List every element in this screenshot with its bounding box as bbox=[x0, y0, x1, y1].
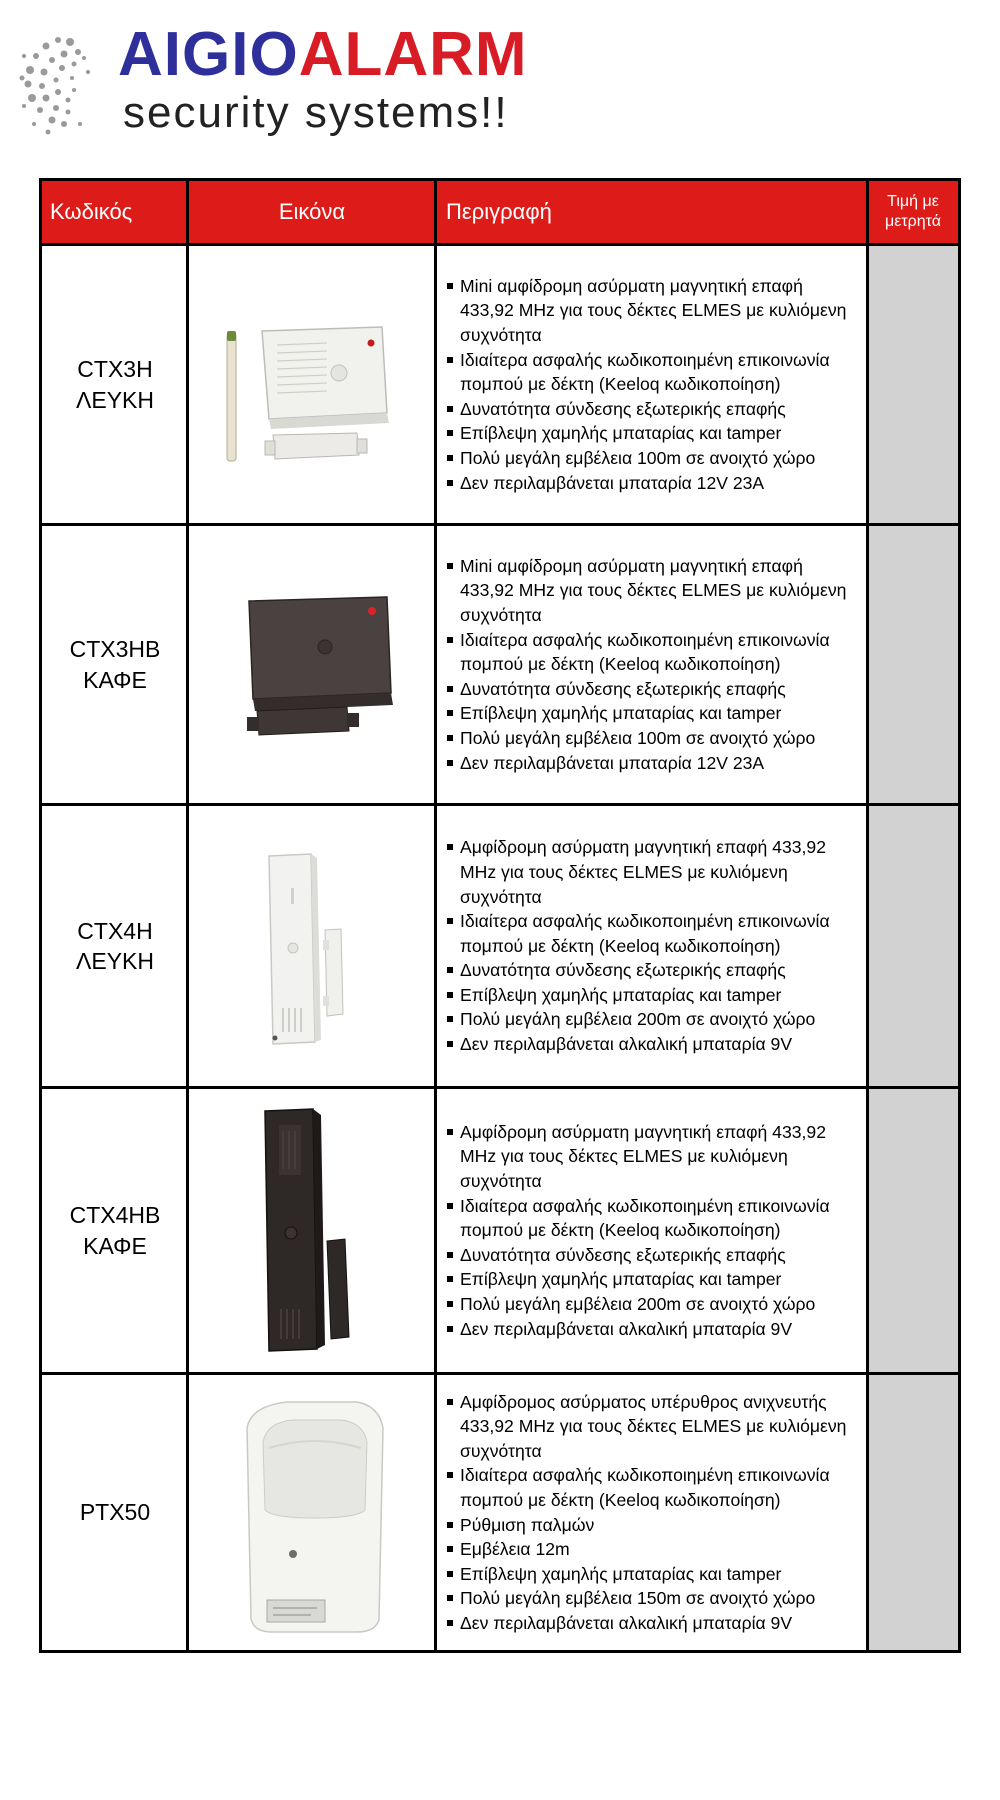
brand-name-part1: AIGIO bbox=[118, 20, 299, 89]
product-price bbox=[868, 1375, 958, 1650]
product-code bbox=[42, 246, 188, 523]
feature-item: Αμφίδρομη ασύρματη μαγνητική επαφή 433,92 MHz για τους δέκτες ELMES με κυλιόμενη συχνότητα bbox=[446, 835, 860, 909]
brand-name bbox=[118, 20, 528, 89]
product-price bbox=[868, 806, 958, 1086]
feature-item: Πολύ μεγάλη εμβέλεια 100m σε ανοιχτό χώρο bbox=[446, 726, 860, 751]
feature-item: Δεν περιλαμβάνεται αλκαλική μπαταρία 9V bbox=[446, 1317, 860, 1342]
feature-item: Πολύ μεγάλη εμβέλεια 200m σε ανοιχτό χώρο bbox=[446, 1292, 860, 1317]
product-code bbox=[42, 806, 188, 1086]
feature-item: Ιδιαίτερα ασφαλής κωδικοποιημένη επικοινωνία πομπού με δέκτη (Keeloq κωδικοποίηση) bbox=[446, 909, 860, 958]
feature-item: Πολύ μεγάλη εμβέλεια 150m σε ανοιχτό χώρο bbox=[446, 1586, 860, 1611]
product-description bbox=[436, 806, 868, 1086]
feature-item: Δεν περιλαμβάνεται μπαταρία 12V 23A bbox=[446, 471, 860, 496]
product-code-color: ΚΑΦΕ bbox=[83, 666, 147, 693]
product-code-color: ΚΑΦΕ bbox=[83, 1232, 147, 1259]
product-description bbox=[436, 526, 868, 803]
product-table bbox=[39, 178, 961, 1653]
column-divider bbox=[186, 181, 189, 1650]
feature-item: Δεν περιλαμβάνεται αλκαλική μπαταρία 9V bbox=[446, 1032, 860, 1057]
feature-item: Πολύ μεγάλη εμβέλεια 200m σε ανοιχτό χώρο bbox=[446, 1007, 860, 1032]
product-description bbox=[436, 1089, 868, 1372]
table-row bbox=[42, 803, 958, 1086]
feature-item: Ιδιαίτερα ασφαλής κωδικοποιημένη επικοινωνία πομπού με δέκτη (Keeloq κωδικοποίηση) bbox=[446, 1194, 860, 1243]
table-header-row bbox=[42, 181, 958, 243]
feature-item: Ιδιαίτερα ασφαλής κωδικοποιημένη επικοινωνία πομπού με δέκτη (Keeloq κωδικοποίηση) bbox=[446, 348, 860, 397]
product-price bbox=[868, 246, 958, 523]
header-image: Εικόνα bbox=[278, 199, 346, 224]
header-description: Περιγραφή bbox=[446, 199, 552, 224]
feature-item: Αμφίδρομος ασύρματος υπέρυθρος ανιχνευτής 433,92 MHz για τους δέκτες ELMES με κυλιόμενη συχνότητα bbox=[446, 1390, 860, 1464]
logo-burst-icon bbox=[18, 28, 118, 138]
product-code-model: CTX4HB bbox=[69, 1202, 161, 1229]
product-code-model: CTX3HB bbox=[69, 636, 161, 663]
product-image bbox=[188, 1089, 436, 1372]
feature-item: Δυνατότητα σύνδεσης εξωτερικής επαφής bbox=[446, 677, 860, 702]
product-code-color: ΛΕΥΚΗ bbox=[76, 948, 154, 974]
product-code-model: CTX3H bbox=[77, 356, 153, 383]
feature-item: Ρύθμιση παλμών bbox=[446, 1513, 860, 1538]
feature-list bbox=[446, 1390, 860, 1636]
feature-item: Επίβλεψη χαμηλής μπαταρίας και tamper bbox=[446, 983, 860, 1008]
feature-item: Δυνατότητα σύνδεσης εξωτερικής επαφής bbox=[446, 1243, 860, 1268]
feature-item: Δεν περιλαμβάνεται μπαταρία 12V 23A bbox=[446, 751, 860, 776]
feature-list bbox=[446, 835, 860, 1056]
brown-slim-magnetic-contact-icon bbox=[207, 1101, 417, 1361]
white-mini-magnetic-contact-icon bbox=[207, 295, 417, 475]
feature-item: Δυνατότητα σύνδεσης εξωτερικής επαφής bbox=[446, 958, 860, 983]
product-code-model: CTX4H bbox=[77, 917, 153, 944]
table-row bbox=[42, 1086, 958, 1372]
product-image bbox=[188, 1375, 436, 1650]
table-row bbox=[42, 243, 958, 523]
feature-item: Αμφίδρομη ασύρματη μαγνητική επαφή 433,92 MHz για τους δέκτες ELMES με κυλιόμενη συχνότητα bbox=[446, 1120, 860, 1194]
feature-item: Επίβλεψη χαμηλής μπαταρίας και tamper bbox=[446, 1562, 860, 1587]
table-row bbox=[42, 523, 958, 803]
product-code-model: PTX50 bbox=[79, 1499, 151, 1526]
product-description bbox=[436, 246, 868, 523]
product-code bbox=[42, 526, 188, 803]
product-price bbox=[868, 1089, 958, 1372]
header-price: Τιμή με μετρητά bbox=[884, 193, 941, 230]
feature-item: Mini αμφίδρομη ασύρματη μαγνητική επαφή 433,92 MHz για τους δέκτες ELMES με κυλιόμενη συχνότητα bbox=[446, 554, 860, 628]
white-pir-motion-detector-icon bbox=[207, 1388, 417, 1638]
feature-item: Επίβλεψη χαμηλής μπαταρίας και tamper bbox=[446, 701, 860, 726]
product-image bbox=[188, 806, 436, 1086]
feature-item: Επίβλεψη χαμηλής μπαταρίας και tamper bbox=[446, 421, 860, 446]
feature-item: Πολύ μεγάλη εμβέλεια 100m σε ανοιχτό χώρο bbox=[446, 446, 860, 471]
table-row bbox=[42, 1372, 958, 1650]
feature-item: Ιδιαίτερα ασφαλής κωδικοποιημένη επικοινωνία πομπού με δέκτη (Keeloq κωδικοποίηση) bbox=[446, 628, 860, 677]
feature-item: Δυνατότητα σύνδεσης εξωτερικής επαφής bbox=[446, 397, 860, 422]
product-code-color: ΛΕΥΚΗ bbox=[76, 386, 154, 413]
brown-mini-magnetic-contact-icon bbox=[207, 575, 417, 755]
feature-item: Mini αμφίδρομη ασύρματη μαγνητική επαφή 433,92 MHz για τους δέκτες ELMES με κυλιόμενη συχνότητα bbox=[446, 274, 860, 348]
column-divider bbox=[434, 181, 437, 1650]
brand-tagline: security systems!! bbox=[123, 88, 509, 137]
brand-name-part2: ALARM bbox=[298, 20, 528, 89]
feature-list bbox=[446, 274, 860, 495]
product-code bbox=[42, 1375, 188, 1650]
feature-item: Δεν περιλαμβάνεται αλκαλική μπαταρία 9V bbox=[446, 1611, 860, 1636]
feature-item: Εμβέλεια 12m bbox=[446, 1537, 860, 1562]
header-code: Κωδικός bbox=[50, 199, 133, 224]
product-price bbox=[868, 526, 958, 803]
feature-list bbox=[446, 554, 860, 775]
feature-item: Ιδιαίτερα ασφαλής κωδικοποιημένη επικοινωνία πομπού με δέκτη (Keeloq κωδικοποίηση) bbox=[446, 1463, 860, 1512]
column-divider bbox=[866, 181, 869, 1650]
white-slim-magnetic-contact-icon bbox=[207, 836, 417, 1056]
product-code bbox=[42, 1089, 188, 1372]
company-logo bbox=[18, 22, 578, 142]
product-image bbox=[188, 526, 436, 803]
feature-list bbox=[446, 1120, 860, 1341]
feature-item: Επίβλεψη χαμηλής μπαταρίας και tamper bbox=[446, 1267, 860, 1292]
product-image bbox=[188, 246, 436, 523]
product-description bbox=[436, 1375, 868, 1650]
